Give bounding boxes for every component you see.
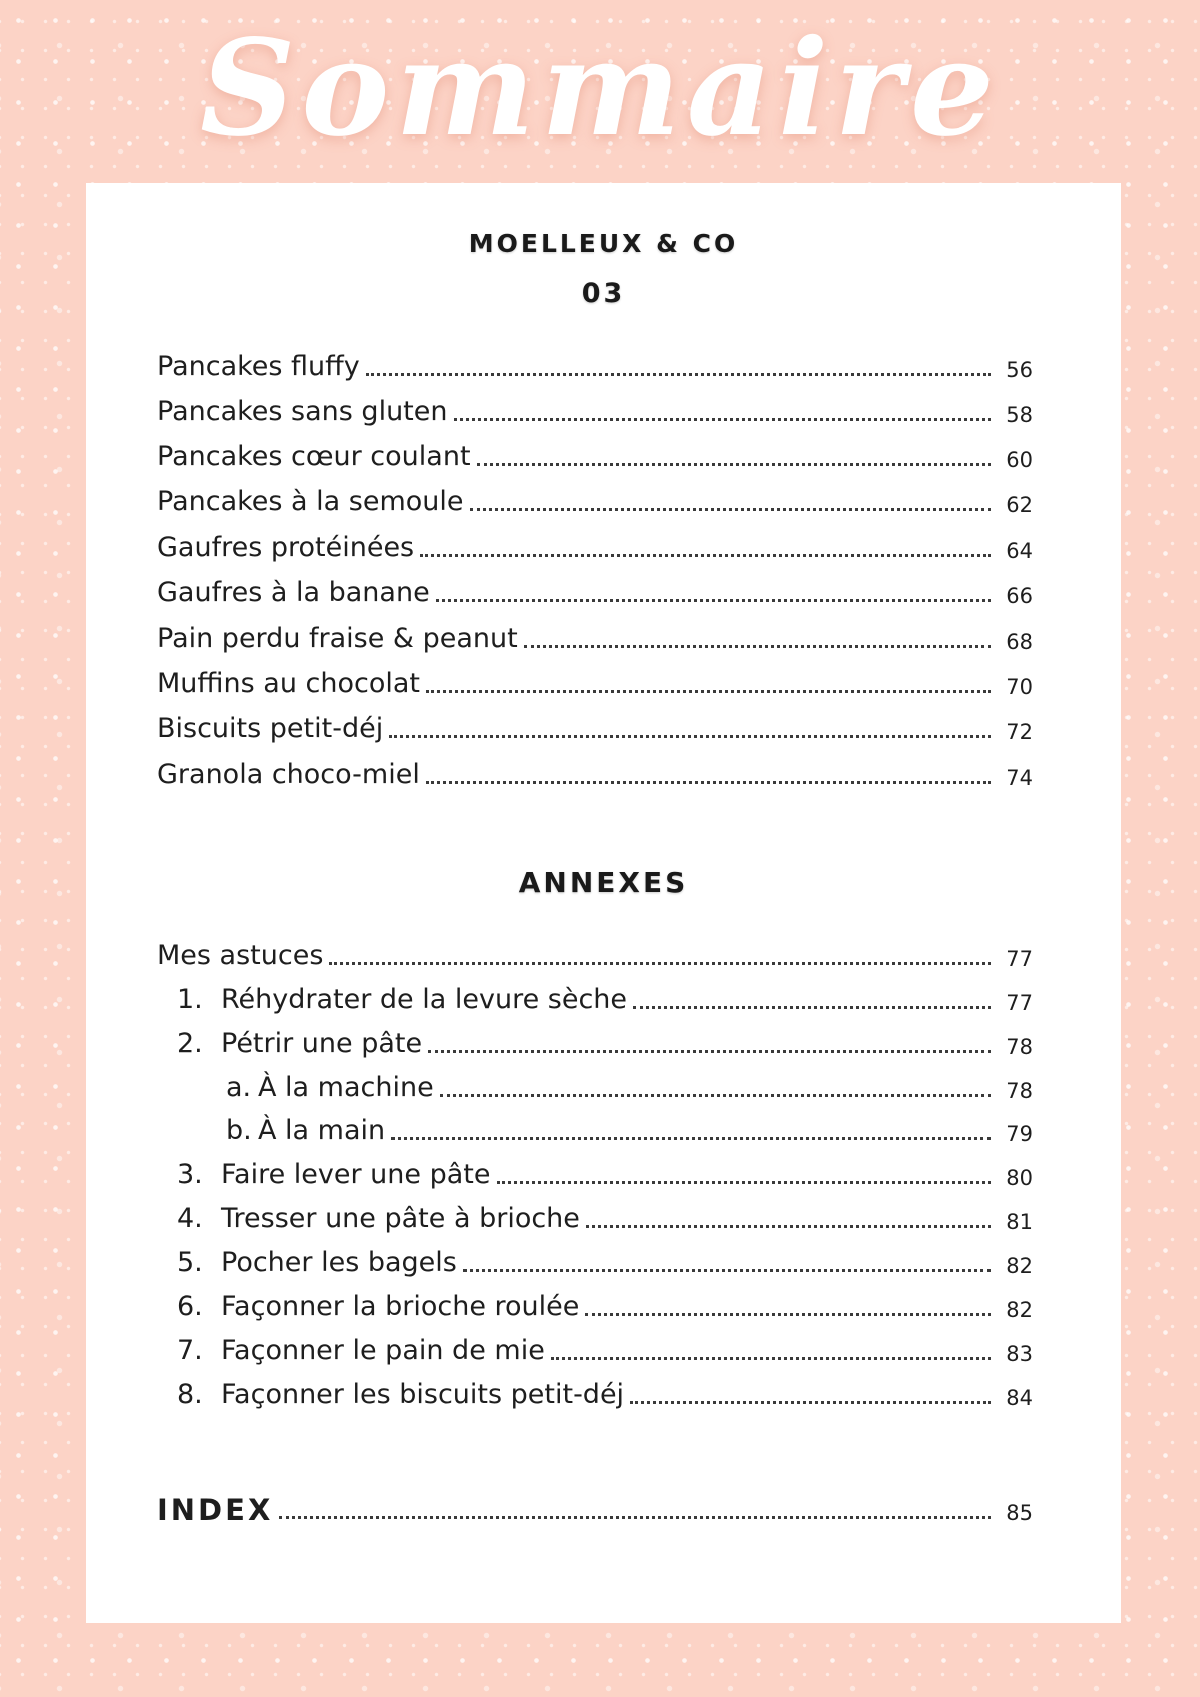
toc-entry[interactable] <box>177 1192 1033 1237</box>
toc-entry-number: a. <box>226 1072 252 1103</box>
toc-entry-label: Façonner les biscuits petit-déj <box>221 1379 625 1410</box>
toc-entry[interactable] <box>157 566 1033 611</box>
dot-leader <box>497 1181 992 1184</box>
dot-leader <box>454 418 992 421</box>
dot-leader <box>477 463 991 466</box>
toc-entry-label: Façonner la brioche roulée <box>221 1291 580 1322</box>
toc-entry-page: 82 <box>1006 1254 1033 1278</box>
toc-entry-number: b. <box>226 1115 252 1146</box>
toc-entry-label: Granola choco-miel <box>157 759 420 790</box>
toc-entry-label: Réhydrater de la levure sèche <box>221 984 628 1015</box>
toc-entry-number: 1. <box>177 984 203 1015</box>
dot-leader <box>586 1225 991 1228</box>
toc-entry-number: 2. <box>177 1028 203 1059</box>
toc-entry-label: Pancakes sans gluten <box>157 396 448 427</box>
toc-entry-page: 77 <box>1006 947 1033 971</box>
toc-entry[interactable] <box>157 521 1033 566</box>
index-page: 85 <box>1006 1501 1033 1525</box>
dot-leader <box>420 554 991 557</box>
toc-entry[interactable] <box>177 973 1033 1018</box>
toc-entry-number: 5. <box>177 1247 203 1278</box>
toc-entry-label: À la main <box>258 1115 386 1146</box>
toc-entry[interactable] <box>177 1280 1033 1325</box>
dot-leader <box>436 599 991 602</box>
dot-leader <box>426 690 991 693</box>
toc-subentry[interactable] <box>226 1104 1033 1149</box>
toc-entry[interactable] <box>157 657 1033 702</box>
toc-entry-number: 8. <box>177 1379 203 1410</box>
toc-entry[interactable] <box>157 702 1033 747</box>
toc-entry-label: Pain perdu fraise & peanut <box>157 623 518 654</box>
section-number: 03 <box>581 278 626 309</box>
toc-entry[interactable] <box>177 1324 1033 1369</box>
toc-card <box>86 183 1121 1623</box>
toc-entry-page: 78 <box>1006 1079 1033 1103</box>
section-title-annexes: ANNEXES <box>518 866 689 899</box>
toc-entry-page: 62 <box>1006 493 1033 517</box>
toc-entry-page: 66 <box>1006 584 1033 608</box>
toc-entry-page: 68 <box>1006 630 1033 654</box>
toc-entry-label: Pocher les bagels <box>221 1247 457 1278</box>
dot-leader <box>279 1516 991 1519</box>
toc-entry-page: 72 <box>1006 720 1033 744</box>
toc-entry-page: 78 <box>1006 1035 1033 1059</box>
toc-entry-index[interactable] <box>157 1483 1033 1528</box>
toc-entry-heading[interactable] <box>157 929 1033 974</box>
toc-entry-number: 6. <box>177 1291 203 1322</box>
toc-entry[interactable] <box>177 1368 1033 1413</box>
toc-entry-label: Mes astuces <box>157 940 324 971</box>
dot-leader <box>391 1137 991 1140</box>
toc-entry-number: 3. <box>177 1159 203 1190</box>
toc-entry-page: 77 <box>1006 991 1033 1015</box>
dot-leader <box>463 1269 991 1272</box>
toc-entry-label: Pancakes fluffy <box>157 351 360 382</box>
toc-subentry[interactable] <box>226 1061 1033 1106</box>
dot-leader <box>524 645 991 648</box>
toc-entry-label: Faire lever une pâte <box>221 1159 491 1190</box>
toc-entry[interactable] <box>157 612 1033 657</box>
toc-entry[interactable] <box>157 385 1033 430</box>
dot-leader <box>366 373 991 376</box>
dot-leader <box>630 1401 991 1404</box>
toc-entry-number: 4. <box>177 1203 203 1234</box>
toc-entry-page: 70 <box>1006 675 1033 699</box>
toc-entry-page: 64 <box>1006 539 1033 563</box>
section-title-moelleux: MOELLEUX & CO <box>468 229 739 258</box>
dot-leader <box>440 1094 991 1097</box>
toc-entry-page: 80 <box>1006 1166 1033 1190</box>
toc-entry-page: 81 <box>1006 1210 1033 1234</box>
toc-entry-page: 60 <box>1006 448 1033 472</box>
page-title: Sommaire <box>200 11 1000 166</box>
toc-entry-label: Pancakes à la semoule <box>157 486 464 517</box>
dot-leader <box>428 1050 991 1053</box>
toc-entry[interactable] <box>177 1148 1033 1193</box>
dot-leader <box>329 962 991 965</box>
toc-entry-page: 58 <box>1006 403 1033 427</box>
toc-entry[interactable] <box>157 340 1033 385</box>
toc-entry[interactable] <box>157 430 1033 475</box>
toc-entry-page: 79 <box>1006 1122 1033 1146</box>
dot-leader <box>426 781 991 784</box>
toc-entry-label: Tresser une pâte à brioche <box>221 1203 580 1234</box>
toc-entry-label: Pancakes cœur coulant <box>157 441 471 472</box>
dot-leader <box>389 735 991 738</box>
toc-entry-number: 7. <box>177 1335 203 1366</box>
toc-entry-label: Pétrir une pâte <box>221 1028 423 1059</box>
toc-entry[interactable] <box>157 748 1033 793</box>
toc-entry-label: Gaufres à la banane <box>157 577 430 608</box>
dot-leader <box>551 1357 991 1360</box>
toc-entry-label: Gaufres protéinées <box>157 532 415 563</box>
toc-entry-page: 82 <box>1006 1298 1033 1322</box>
toc-entry-page: 83 <box>1006 1342 1033 1366</box>
toc-entry-page: 74 <box>1006 766 1033 790</box>
toc-entry[interactable] <box>157 475 1033 520</box>
index-label: INDEX <box>157 1493 274 1527</box>
toc-entry[interactable] <box>177 1236 1033 1281</box>
toc-entry-page: 56 <box>1006 358 1033 382</box>
toc-entry-label: Biscuits petit-déj <box>157 713 384 744</box>
dot-leader <box>633 1006 991 1009</box>
dot-leader <box>585 1313 991 1316</box>
toc-entry-label: Façonner le pain de mie <box>221 1335 545 1366</box>
toc-entry-label: À la machine <box>258 1072 434 1103</box>
toc-entry-label: Muffins au chocolat <box>157 668 420 699</box>
toc-entry-page: 84 <box>1006 1386 1033 1410</box>
dot-leader <box>470 508 991 511</box>
toc-entry[interactable] <box>177 1017 1033 1062</box>
